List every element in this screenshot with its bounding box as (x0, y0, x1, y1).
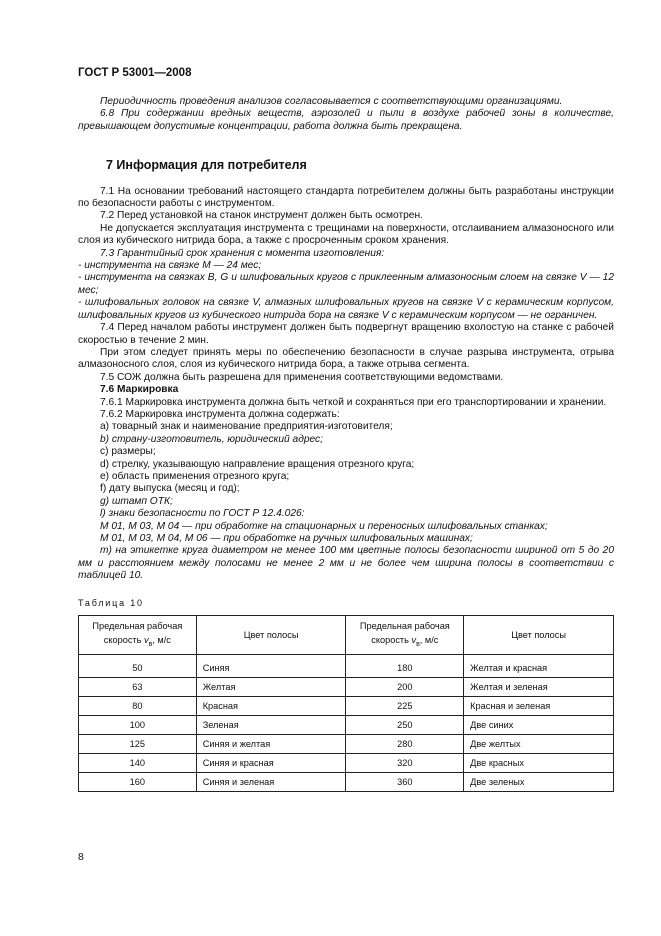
marking-item: f) дату выпуска (месяц и год); (100, 483, 240, 495)
color-cell: Две зеленых (464, 773, 614, 792)
clause-7-6-1: 7.6.1 Маркировка инструмента должна быть четкой и сохраняться при его транспортировании и хранении. (100, 396, 607, 408)
color-cell: Две желтых (464, 735, 614, 754)
table-row (79, 754, 614, 773)
speed-cell: 100 (79, 716, 197, 735)
color-cell: Красная (196, 697, 346, 716)
color-cell: Зеленая (196, 716, 346, 735)
color-cell: Две синих (464, 716, 614, 735)
speed-cell: 320 (346, 754, 464, 773)
header-subscript: в (416, 640, 420, 648)
clause-6-8: 6.8 При содержании вредных веществ, аэрозолей и пыли в воздухе рабочей зоны в количестве, превышающем допустимые концентрации, работа должна быть прекращена. (78, 108, 614, 132)
marking-item: M 01, M 03, M 04 — при обработке на стационарных и переносных шлифовальных станках; (100, 520, 548, 532)
speed-cell: 360 (346, 773, 464, 792)
column-header-color: Цвет полосы (196, 616, 346, 655)
clause-7-5: 7.5 СОЖ должна быть разрешена для применения соответствующими ведомствами. (100, 371, 504, 383)
column-header-speed (79, 616, 197, 655)
intro-paragraph: Периодичность проведения анализов согласовывается с соответствующими организациями. (100, 96, 563, 107)
header-symbol: v (143, 634, 149, 645)
clause-7-3-item: - инструмента на связках В, G и шлифовальных кругов с приклеенным алмазоносным слоем на связке V — 12 мес; (78, 272, 614, 296)
clause-7-3-item: - инструмента на связке М — 24 мес; (78, 260, 262, 272)
header-text: скорость (103, 634, 144, 645)
clause-7-4: 7.4 Перед началом работы инструмент должен быть подвергнут вращению вхолостую на станке с рабочей скоростью в течение 2 мин. (78, 322, 614, 346)
marking-item: g) штамп ОТК; (100, 495, 173, 507)
speed-cell: 225 (346, 697, 464, 716)
speed-cell: 160 (79, 773, 197, 792)
header-text: , м/с (152, 634, 171, 645)
clause-7-3-item: - шлифовальных головок на связке V, алмазных шлифовальных кругов на связке V с керамическим корпусом, шлифовальных кругов из кубического нитрида бора на связке V с керамическим корпусом — не ограничен. (78, 297, 614, 321)
color-cell: Синяя и красная (196, 754, 346, 773)
document-header: ГОСТ Р 53001—2008 (78, 67, 192, 79)
speed-cell: 140 (79, 754, 197, 773)
table-row (79, 773, 614, 792)
speed-cell: 125 (79, 735, 197, 754)
marking-item: b) страну-изготовитель, юридический адрес; (100, 433, 323, 445)
stripe-color-table (78, 615, 614, 792)
speed-cell: 200 (346, 678, 464, 697)
clause-7-2: 7.2 Перед установкой на станок инструмент должен быть осмотрен. (100, 210, 423, 222)
color-cell: Желтая и красная (464, 655, 614, 678)
header-symbol: v (411, 634, 417, 645)
marking-item: M 01, M 03, M 04, M 06 — при обработке на ручных шлифовальных машинах; (100, 533, 473, 544)
color-cell: Синяя (196, 655, 346, 678)
header-subscript: в (148, 640, 153, 648)
marking-item: m) на этикетке круга диаметром не менее 100 мм цветные полосы безопасности шириной от 5 до 20 мм и расстоянием между полосами не менее 2 мм и не более чем ширина полосы в соответствии с таблицей 10. (78, 545, 614, 582)
header-text: скорость (371, 634, 412, 645)
header-text: , м/с (419, 634, 439, 645)
column-header-speed (346, 616, 464, 655)
clause-7-6-2: 7.6.2 Маркировка инструмента должна содержать: (100, 408, 340, 420)
color-cell: Синяя и зеленая (196, 773, 346, 792)
section-title: 7 Информация для потребителя (106, 158, 307, 173)
table-row (79, 735, 614, 754)
marking-item: c) размеры; (100, 446, 156, 458)
marking-item: l) знаки безопасности по ГОСТ Р 12.4.026: (100, 508, 305, 520)
clause-7-3: 7.3 Гарантийный срок хранения с момента изготовления: (100, 247, 385, 259)
table-row (79, 716, 614, 735)
page-number: 8 (78, 851, 84, 863)
marking-item: d) стрелку, указывающую направление вращения отрезного круга; (100, 458, 415, 470)
header-text: Предельная рабочая (359, 620, 450, 631)
speed-cell: 180 (346, 655, 464, 678)
marking-item: а) товарный знак и наименование предприятия-изготовителя; (100, 421, 393, 433)
clause-7-1: 7.1 На основании требований настоящего стандарта потребителем должны быть разработаны инструкции по безопасности работы с инструментом. (78, 185, 614, 210)
table-row (79, 678, 614, 697)
clause-7-2-text: Не допускается эксплуатация инструмента с трещинами на поверхности, отслаиванием алмазоносного или слоя из кубического нитрида бора, а также с просроченным сроком хранения. (78, 222, 614, 247)
subsection-title: 7.6 Маркировка (100, 384, 179, 396)
column-header-color: Цвет полосы (464, 616, 614, 655)
header-text: Предельная рабочая (92, 620, 183, 631)
table-header-row (79, 616, 614, 655)
speed-cell: 250 (346, 716, 464, 735)
marking-item: e) область применения отрезного круга; (100, 470, 290, 482)
table-caption: Таблица 10 (78, 597, 144, 608)
clause-7-4-text: При этом следует принять меры по обеспечению безопасности в случае разрыва инструмента, отрыва алмазоносного слоя, слоя из кубического нитрида бора, а также отрыва сегмента. (78, 346, 614, 371)
color-cell: Желтая и зеленая (464, 678, 614, 697)
color-cell: Красная и зеленая (464, 697, 614, 716)
speed-cell: 280 (346, 735, 464, 754)
color-cell: Синяя и желтая (196, 735, 346, 754)
table-row (79, 697, 614, 716)
speed-cell: 63 (79, 678, 197, 697)
color-cell: Две красных (464, 754, 614, 773)
speed-cell: 50 (79, 655, 197, 678)
speed-cell: 80 (79, 697, 197, 716)
table-row (79, 655, 614, 678)
page-content (78, 96, 614, 792)
color-cell: Желтая (196, 678, 346, 697)
